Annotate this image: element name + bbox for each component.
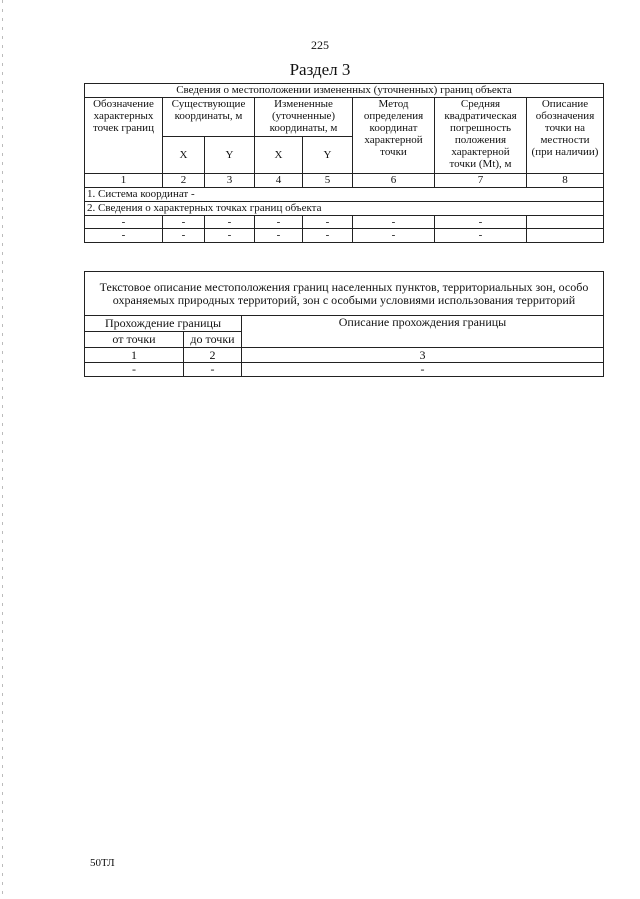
table-cell: - (255, 229, 303, 243)
column-number: 2 (184, 348, 242, 363)
header-error: Средняя квадратическая погрешность положения характерной точки (Mt), м (435, 98, 527, 174)
table-cell: - (163, 216, 205, 229)
column-number: 2 (163, 174, 205, 188)
header-existing-x: X (163, 137, 205, 174)
table-cell: - (353, 229, 435, 243)
table-cell (527, 216, 604, 229)
header-from-point: от точки (85, 332, 184, 348)
table-cell: - (435, 216, 527, 229)
header-description: Описание обозначения точки на местности (при наличии) (527, 98, 604, 174)
column-numbers-row (85, 174, 604, 188)
column-numbers-row (85, 348, 604, 363)
header-method: Метод определения координат характерной точки (353, 98, 435, 174)
table-cell: - (205, 216, 255, 229)
table-cell: - (303, 229, 353, 243)
scan-edge-artifact (2, 0, 3, 899)
column-number: 1 (85, 348, 184, 363)
footer-code: 50ТЛ (90, 857, 115, 869)
column-number: 3 (205, 174, 255, 188)
table-cell: - (85, 363, 184, 377)
header-boundary-passage: Прохождение границы (85, 316, 242, 332)
boundary-coordinates-table (84, 83, 604, 243)
table-cell: - (353, 216, 435, 229)
header-designation: Обозначение характерных точек границ (85, 98, 163, 174)
column-number: 6 (353, 174, 435, 188)
table-row (85, 229, 604, 243)
header-changed-y: Y (303, 137, 353, 174)
boundary-points-row: 2. Сведения о характерных точках границ объекта (85, 202, 604, 216)
section-title: Раздел 3 (289, 60, 351, 79)
coordinate-system-row: 1. Система координат - (85, 188, 604, 202)
header-passage-description: Описание прохождения границы (242, 316, 604, 348)
table2-title: Текстовое описание местоположения границ населенных пунктов, территориальных зон, особо охраняемых природных территорий, зон с особыми условиями использования территорий (85, 272, 604, 316)
table-cell: - (303, 216, 353, 229)
table-cell: - (435, 229, 527, 243)
table-cell (527, 229, 604, 243)
header-existing-coords: Существующие координаты, м (163, 98, 255, 137)
table-cell: - (242, 363, 604, 377)
table-cell: - (205, 229, 255, 243)
column-number: 5 (303, 174, 353, 188)
table-cell: - (184, 363, 242, 377)
table-cell: - (163, 229, 205, 243)
header-existing-y: Y (205, 137, 255, 174)
column-number: 1 (85, 174, 163, 188)
column-number: 3 (242, 348, 604, 363)
header-changed-coords: Измененные (уточненные) координаты, м (255, 98, 353, 137)
table-row (85, 216, 604, 229)
column-number: 7 (435, 174, 527, 188)
page-number: 225 (311, 38, 329, 52)
column-number: 4 (255, 174, 303, 188)
header-to-point: до точки (184, 332, 242, 348)
header-changed-x: X (255, 137, 303, 174)
boundary-description-table (84, 271, 604, 377)
table-cell: - (255, 216, 303, 229)
column-number: 8 (527, 174, 604, 188)
table1-title: Сведения о местоположении измененных (уточненных) границ объекта (85, 84, 604, 98)
table-cell: - (85, 229, 163, 243)
table-row (85, 363, 604, 377)
table-cell: - (85, 216, 163, 229)
